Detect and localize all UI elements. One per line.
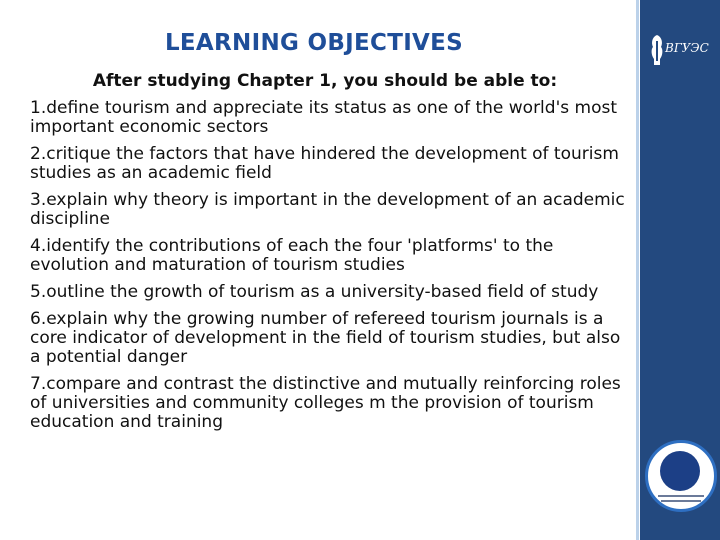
university-seal <box>645 440 717 512</box>
objective-item: 3.explain why theory is important in the development of an academic discipline <box>30 190 625 229</box>
seal-globe-icon <box>660 451 700 491</box>
sidebar-divider <box>636 0 639 540</box>
objective-item: 4.identify the contributions of each the four 'platforms' to the evolution and maturation of tourism studies <box>30 236 554 275</box>
objective-item: 2.critique the factors that have hindered the development of tourism studies as an academic field <box>30 144 619 183</box>
logo-emblem-icon <box>649 33 665 67</box>
seal-caption-line <box>658 495 704 497</box>
objective-item: 7.compare and contrast the distinctive and mutually reinforcing roles of universities and community colleges m the provision of tourism education and training <box>30 374 621 432</box>
objective-item: 5.outline the growth of tourism as a university-based field of study <box>30 282 599 302</box>
objective-item: 6.explain why the growing number of refereed tourism journals is a core indicator of development in the field of tourism studies, but also a potential danger <box>30 309 621 367</box>
objectives-list <box>30 99 630 440</box>
slide-title: LEARNING OBJECTIVES <box>164 30 464 56</box>
logo-text: ВГУЭС <box>665 41 709 55</box>
objective-item: 1.define tourism and appreciate its status as one of the world's most important economic sectors <box>30 98 617 137</box>
seal-caption-line <box>661 500 701 502</box>
slide-subtitle: After studying Chapter 1, you should be able to: <box>92 71 558 91</box>
